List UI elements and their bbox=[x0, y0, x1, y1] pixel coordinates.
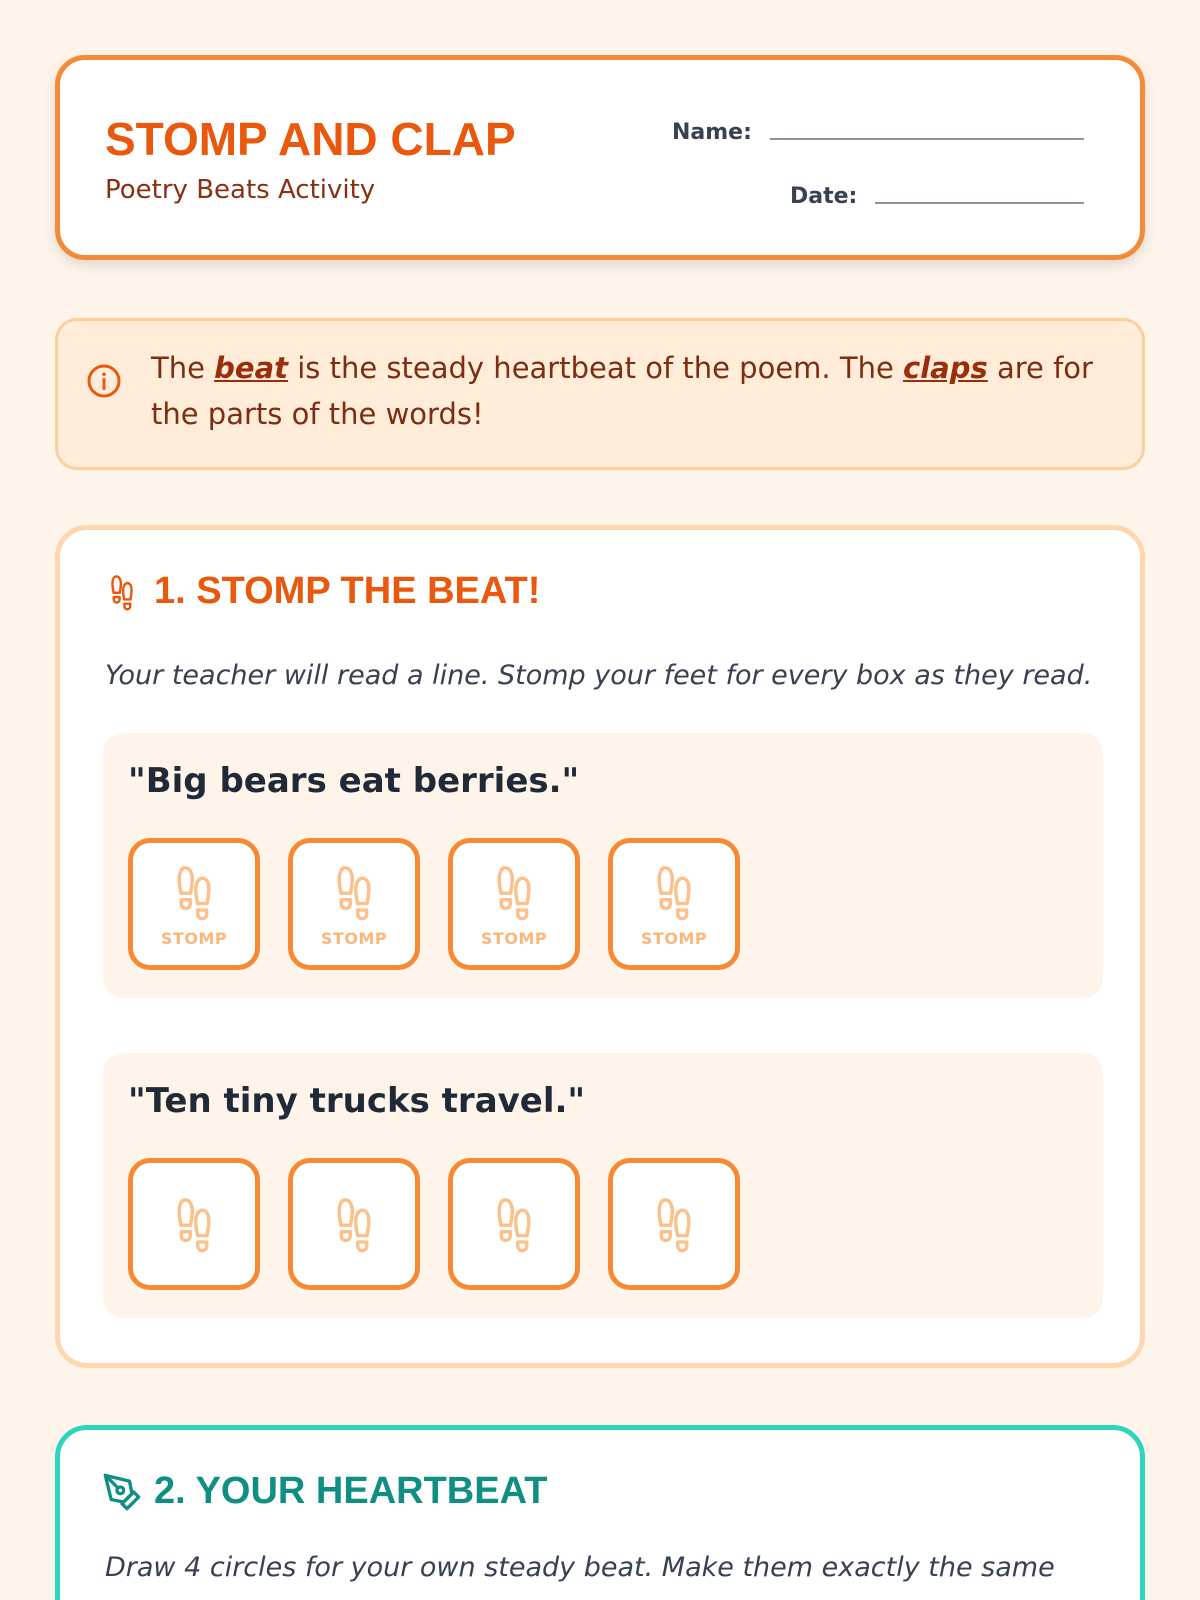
callout-text-2: is the steady heartbeat of the poem. The bbox=[297, 351, 894, 385]
callout-term-claps: claps bbox=[903, 351, 988, 385]
footprints-icon bbox=[486, 1193, 542, 1255]
callout-text-3: are for the parts of the words! bbox=[151, 351, 1093, 431]
header-card bbox=[55, 55, 1145, 260]
footprints-icon bbox=[166, 861, 222, 923]
stomp-label: STOMP bbox=[640, 929, 708, 948]
stomp-box[interactable] bbox=[128, 1158, 260, 1290]
date-field[interactable] bbox=[875, 202, 1084, 204]
section-2-title: 2. YOUR HEARTBEAT bbox=[154, 1470, 548, 1512]
date-label: Date: bbox=[790, 184, 858, 209]
stomp-label: STOMP bbox=[160, 929, 228, 948]
worksheet-subtitle: Poetry Beats Activity bbox=[105, 175, 376, 205]
footprints-icon bbox=[486, 861, 542, 923]
poem-line-card bbox=[103, 733, 1103, 998]
callout-term-beat: beat bbox=[214, 351, 289, 385]
stomp-box[interactable] bbox=[448, 838, 580, 970]
section-1-heading bbox=[102, 570, 540, 613]
callout-text bbox=[151, 345, 1111, 437]
section-your-heartbeat bbox=[55, 1425, 1145, 1600]
section-2-instructions: Draw 4 circles for your own steady beat. Make them exactly the same bbox=[105, 1552, 1055, 1583]
section-1-title: 1. STOMP THE BEAT! bbox=[154, 570, 541, 612]
info-circle-icon bbox=[86, 363, 122, 399]
footprints-icon bbox=[646, 1193, 702, 1255]
stomp-box[interactable] bbox=[608, 838, 740, 970]
stomp-box[interactable] bbox=[448, 1158, 580, 1290]
footprints-icon bbox=[646, 861, 702, 923]
footprints-icon bbox=[166, 1193, 222, 1255]
section-stomp-the-beat bbox=[55, 525, 1145, 1368]
worksheet-title: STOMP AND CLAP bbox=[105, 113, 516, 165]
stomp-box[interactable] bbox=[608, 1158, 740, 1290]
name-field[interactable] bbox=[770, 138, 1084, 140]
stomp-box[interactable] bbox=[128, 838, 260, 970]
poem-line-quote: "Ten tiny trucks travel." bbox=[128, 1081, 586, 1121]
stomp-label: STOMP bbox=[480, 929, 548, 948]
name-label: Name: bbox=[672, 120, 752, 145]
section-2-heading bbox=[102, 1470, 547, 1513]
info-callout bbox=[55, 318, 1145, 470]
callout-text-1: The bbox=[151, 351, 205, 385]
section-1-instructions: Your teacher will read a line. Stomp your feet for every box as they read. bbox=[105, 660, 1093, 691]
pen-tool-icon bbox=[102, 1472, 142, 1512]
stomp-label: STOMP bbox=[320, 929, 388, 948]
footprints-icon bbox=[326, 861, 382, 923]
poem-line-quote: "Big bears eat berries." bbox=[128, 761, 580, 801]
footprints-icon bbox=[102, 572, 142, 612]
stomp-box[interactable] bbox=[288, 1158, 420, 1290]
footprints-icon bbox=[326, 1193, 382, 1255]
poem-line-card bbox=[103, 1053, 1103, 1318]
stomp-box[interactable] bbox=[288, 838, 420, 970]
